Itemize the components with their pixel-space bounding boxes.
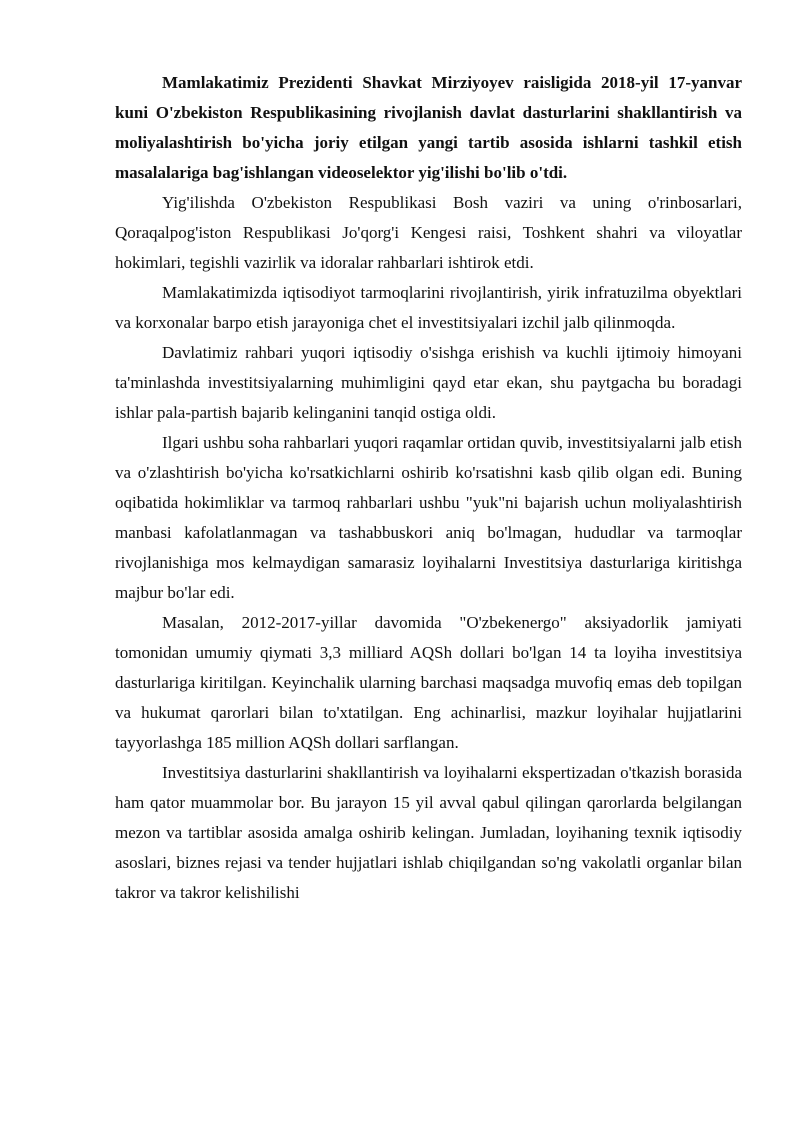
body-paragraph: Davlatimiz rahbari yuqori iqtisodiy o'sishga erishish va kuchli ijtimoiy himoyani ta'minlashda investitsiyalarning muhimligini qayd etar ekan, shu paytgacha bu boradagi ishlar pala-partish bajarib kelinganini tanqid ostiga oldi. (115, 343, 742, 422)
body-paragraph: Mamlakatimizda iqtisodiyot tarmoqlarini rivojlantirish, yirik infratuzilma obyektlari va korxonalar barpo etish jarayoniga chet el investitsiyalari izchil jalb qilinmoqda. (115, 283, 742, 332)
body-paragraph: Investitsiya dasturlarini shakllantirish va loyihalarni ekspertizadan o'tkazish borasida ham qator muammolar bor. Bu jarayon 15 yil avval qabul qilingan qarorlarda belgilangan mezon va tartiblar asosida amalga oshirib kelingan. Jumladan, loyihaning texnik iqtisodiy asoslari, biznes rejasi va tender hujjatlari ishlab chiqilgandan so'ng vakolatli organlar bilan takror va takror kelishilishi (115, 763, 742, 902)
body-paragraph: Masalan, 2012-2017-yillar davomida "O'zbekenergo" aksiyadorlik jamiyati tomonidan umumiy qiymati 3,3 milliard AQSh dollari bo'lgan 14 ta loyiha investitsiya dasturlariga kiritilgan. Keyinchalik ularning barchasi maqsadga muvofiq emas deb topilgan va hukumat qarorlari bilan to'xtatilgan. Eng achinarlisi, mazkur loyihalar hujjatlarini tayyorlashga 185 million AQSh dollari sarflangan. (115, 613, 742, 752)
document-body (115, 68, 742, 908)
body-paragraph: Yig'ilishda O'zbekiston Respublikasi Bosh vaziri va uning o'rinbosarlari, Qoraqalpog'iston Respublikasi Jo'qorg'i Kengesi raisi, Toshkent shahri va viloyatlar hokimlari, tegishli vazirlik va idoralar rahbarlari ishtirok etdi. (115, 193, 742, 272)
body-paragraph: Ilgari ushbu soha rahbarlari yuqori raqamlar ortidan quvib, investitsiyalarni jalb etish va o'zlashtirish bo'yicha ko'rsatkichlarni oshirib ko'rsatishni kasb qilib olgan edi. Buning oqibatida hokimliklar va tarmoq rahbarlari ushbu "yuk"ni bajarish uchun moliyalashtirish manbasi kafolatlanmagan va tashabbuskori aniq bo'lmagan, hududlar va tarmoqlar rivojlanishiga mos kelmaydigan samarasiz loyihalarni Investitsiya dasturlariga kiritishga majbur bo'lar edi. (115, 433, 742, 602)
intro-paragraph: Mamlakatimiz Prezidenti Shavkat Mirziyoyev raisligida 2018-yil 17-yanvar kuni O'zbekiston Respublikasining rivojlanish davlat dasturlarini shakllantirish va moliyalashtirish bo'yicha joriy etilgan yangi tartib asosida ishlarni tashkil etish masalalariga bag'ishlangan videoselektor yig'ilishi bo'lib o'tdi. (115, 73, 742, 182)
